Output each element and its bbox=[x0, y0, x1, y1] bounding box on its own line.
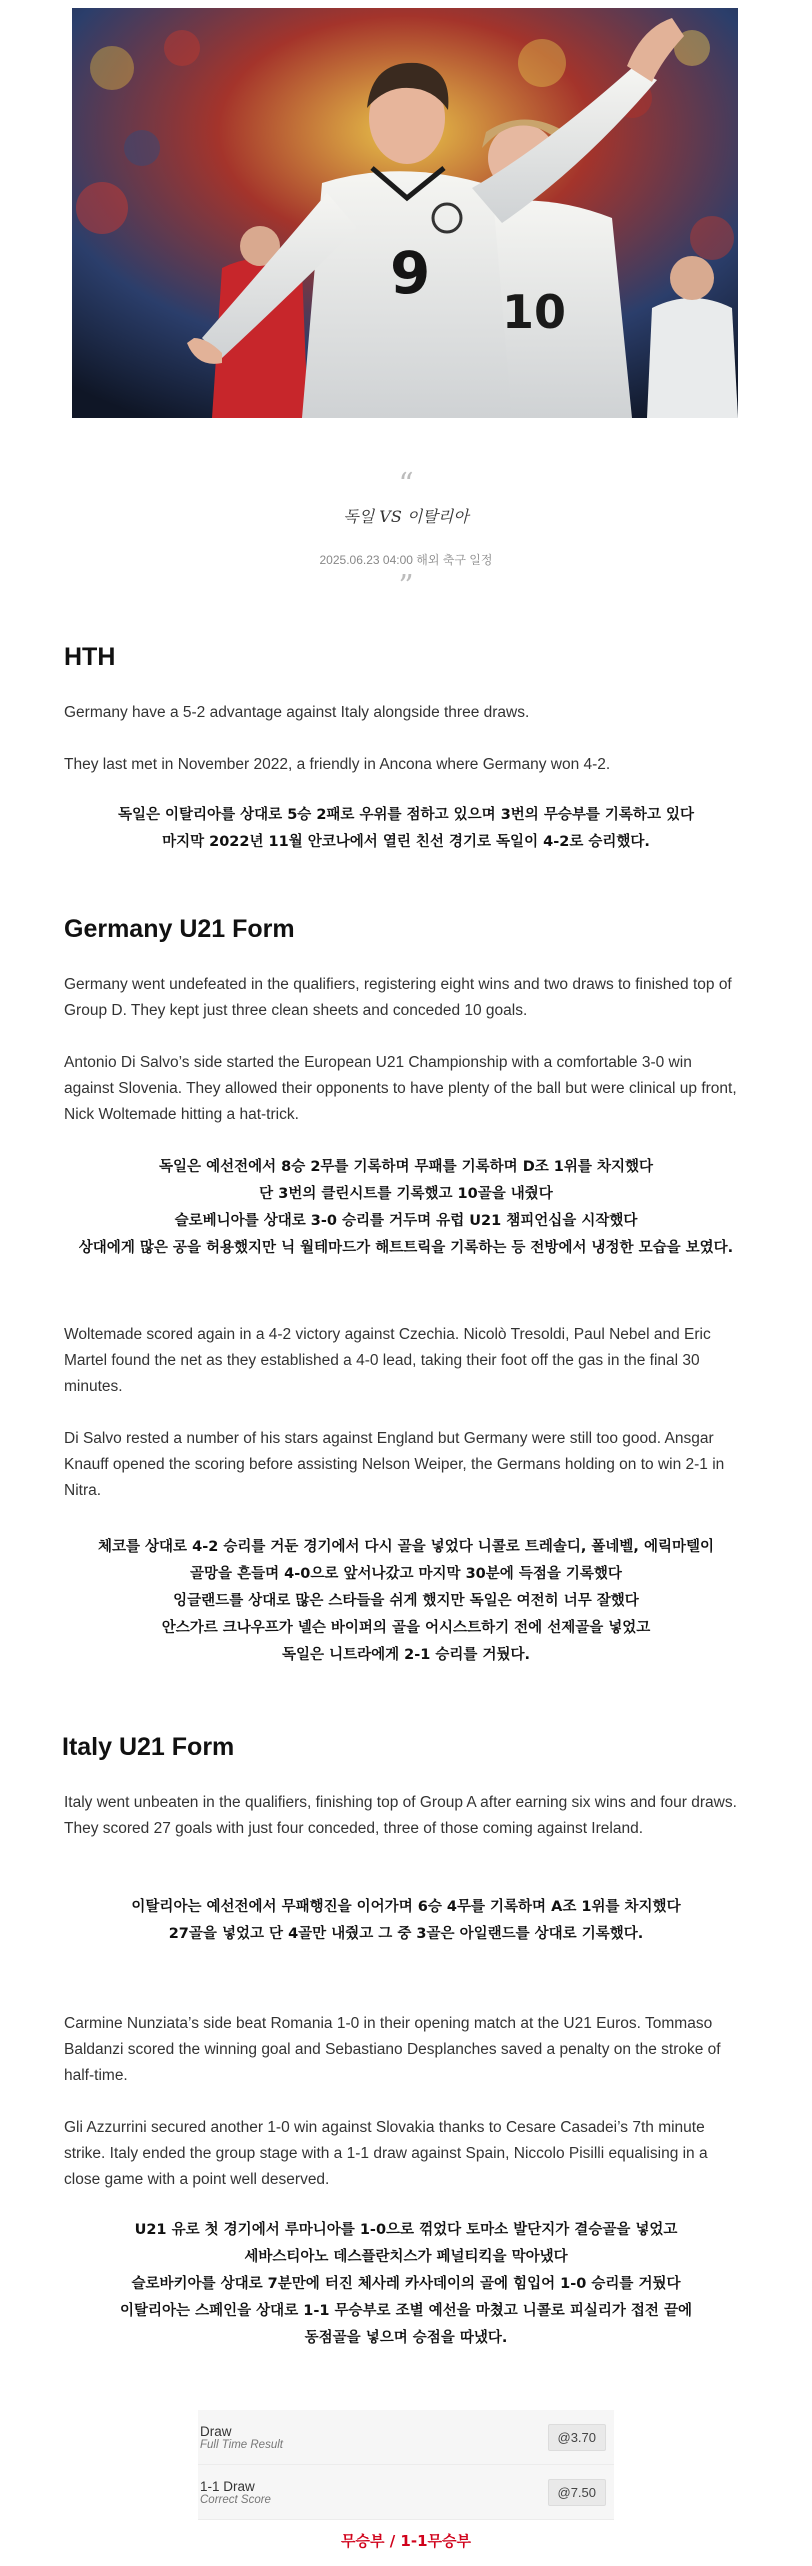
player-number-front: 9 bbox=[390, 239, 431, 307]
hth-paragraph-1: Germany have a 5-2 advantage against Italy alongside three draws. bbox=[64, 704, 530, 721]
korean-line: 슬로바키아를 상대로 7분만에 터진 체사레 카사데이의 골에 힘입어 1-0 승리를 거뒀다 bbox=[131, 2276, 681, 2292]
korean-line: 동점골을 넣으며 승점을 따냈다. bbox=[304, 2330, 508, 2346]
section-heading-italy: Italy U21 Form bbox=[62, 1733, 235, 1761]
odds-price-button[interactable]: @7.50 bbox=[548, 2479, 607, 2506]
germany-paragraph-3: Woltemade scored again in a 4-2 victory against Czechia. Nicolò Tresoldi, Paul Nebel and Eric Martel found the net as they established a 4-0 lead, taking their foot off the gas in the final 30 minutes. bbox=[64, 1326, 711, 1395]
odds-table bbox=[198, 2410, 614, 2520]
korean-line: 마지막 2022년 11월 안코나에서 열린 친선 경기로 독일이 4-2로 승리했다. bbox=[162, 834, 650, 850]
hth-paragraph-2: They last met in November 2022, a friendly in Ancona where Germany won 4-2. bbox=[64, 756, 611, 773]
final-pick: 무승부 / 1-1무승부 bbox=[341, 2532, 471, 2550]
odds-selection-label: Draw bbox=[200, 2423, 232, 2439]
germany-korean-summary-1 bbox=[64, 1154, 748, 1262]
player-number-back: 10 bbox=[502, 285, 567, 339]
korean-line: 이탈리아는 스페인을 상대로 1-1 무승부로 조별 예선을 마쳤고 니콜로 피실리가 접전 끝에 bbox=[120, 2303, 692, 2319]
section-heading-germany: Germany U21 Form bbox=[64, 915, 295, 943]
korean-line: 잉글랜드를 상대로 많은 스타들을 쉬게 했지만 독일은 여전히 너무 잘했다 bbox=[173, 1593, 639, 1609]
odds-market-label: Full Time Result bbox=[200, 2438, 283, 2451]
odds-price-button[interactable]: @3.70 bbox=[548, 2424, 607, 2451]
korean-line: 체코를 상대로 4-2 승리를 거둔 경기에서 다시 골을 넣었다 니콜로 트레솔디, 폴네벨, 에릭마텔이 bbox=[97, 1539, 715, 1555]
odds-market bbox=[198, 2479, 271, 2506]
post-header bbox=[0, 467, 812, 604]
korean-line: 독일은 예선전에서 8승 2무를 기록하며 무패를 기록하며 D조 1위를 차지했다 bbox=[159, 1159, 653, 1175]
hero-photo-illustration bbox=[72, 8, 738, 418]
korean-line: 독일은 니트라에게 2-1 승리를 거뒀다. bbox=[282, 1647, 530, 1663]
odds-selection-label: 1-1 Draw bbox=[200, 2478, 255, 2494]
odds-market bbox=[198, 2424, 283, 2451]
italy-paragraph-2: Carmine Nunziata’s side beat Romania 1-0 in their opening match at the U21 Euros. Tommaso Baldanzi scored the winning goal and Sebastiano Desplanches saved a penalty on the stroke of half-time. bbox=[64, 2015, 721, 2084]
korean-line: 세바스티아노 데스플란치스가 페널티킥을 막아냈다 bbox=[244, 2249, 568, 2265]
korean-line: 안스가르 크나우프가 넬슨 바이퍼의 골을 어시스트하기 전에 선제골을 넣었고 bbox=[161, 1620, 651, 1636]
korean-line: 슬로베니아를 상대로 3-0 승리를 거두며 유럽 U21 챔피언십을 시작했다 bbox=[174, 1213, 638, 1229]
italy-paragraph-1: Italy went unbeaten in the qualifiers, finishing top of Group A after earning six wins and four draws. They scored 27 goals with just four conceded, three of those coming against Ireland. bbox=[64, 1794, 737, 1837]
post-category: 해외 축구 일정 bbox=[416, 553, 493, 567]
korean-line: 상대에게 많은 공을 허용했지만 닉 월테마드가 해트트릭을 기록하는 등 전방에서 냉정한 모습을 보였다. bbox=[78, 1240, 734, 1256]
odds-market-label: Correct Score bbox=[200, 2493, 271, 2506]
korean-line: 독일은 이탈리아를 상대로 5승 2패로 우위를 점하고 있으며 3번의 무승부를 기록하고 있다 bbox=[117, 807, 695, 823]
korean-line: 단 3번의 클린시트를 기록했고 10골을 내줬다 bbox=[259, 1186, 553, 1202]
korean-line: 이탈리아는 예선전에서 무패행진을 이어가며 6승 4무를 기록하며 A조 1위를 차지했다 bbox=[131, 1899, 681, 1915]
odds-row bbox=[198, 2465, 614, 2520]
italy-korean-summary-1 bbox=[64, 1894, 748, 1948]
post-title: 독일 VS 이탈리아 bbox=[343, 507, 469, 526]
post-meta bbox=[0, 551, 812, 568]
open-quote-icon: “ bbox=[398, 467, 414, 502]
korean-line: 27골을 넣었고 단 4골만 내줬고 그 중 3골은 아일랜드를 상대로 기록했다. bbox=[168, 1926, 644, 1942]
odds-row bbox=[198, 2410, 614, 2465]
close-quote-icon: ” bbox=[398, 569, 414, 604]
germany-paragraph-1: Germany went undefeated in the qualifiers, registering eight wins and two draws to finished top of Group D. They kept just three clean sheets and conceded 10 goals. bbox=[64, 976, 732, 1019]
korean-line: U21 유로 첫 경기에서 루마니아를 1-0으로 꺾었다 토마소 발단지가 결승골을 넣었고 bbox=[134, 2222, 678, 2238]
italy-korean-summary-2 bbox=[64, 2217, 748, 2352]
section-heading-hth: HTH bbox=[64, 643, 116, 671]
germany-paragraph-2: Antonio Di Salvo’s side started the European U21 Championship with a comfortable 3-0 win against Slovenia. They allowed their opponents to have plenty of the ball but were clinical up front, Nick Woltemade hitting a hat-trick. bbox=[64, 1054, 737, 1123]
hero-image bbox=[72, 8, 738, 418]
germany-korean-summary-2 bbox=[64, 1534, 748, 1669]
post-date: 2025.06.23 04:00 bbox=[319, 553, 413, 567]
italy-paragraph-3: Gli Azzurrini secured another 1-0 win against Slovakia thanks to Cesare Casadei’s 7th minute strike. Italy ended the group stage with a 1-1 draw against Spain, Niccolo Pisilli equalising in a close game with a point well deserved. bbox=[64, 2119, 708, 2188]
hth-korean-summary bbox=[64, 802, 748, 856]
korean-line: 골망을 흔들며 4-0으로 앞서나갔고 마지막 30분에 득점을 기록했다 bbox=[190, 1566, 622, 1582]
germany-paragraph-4: Di Salvo rested a number of his stars against England but Germany were still too good. Ansgar Knauff opened the scoring before assisting Nelson Weiper, the Germans holding on to win 2-1 in Nitra. bbox=[64, 1430, 725, 1499]
